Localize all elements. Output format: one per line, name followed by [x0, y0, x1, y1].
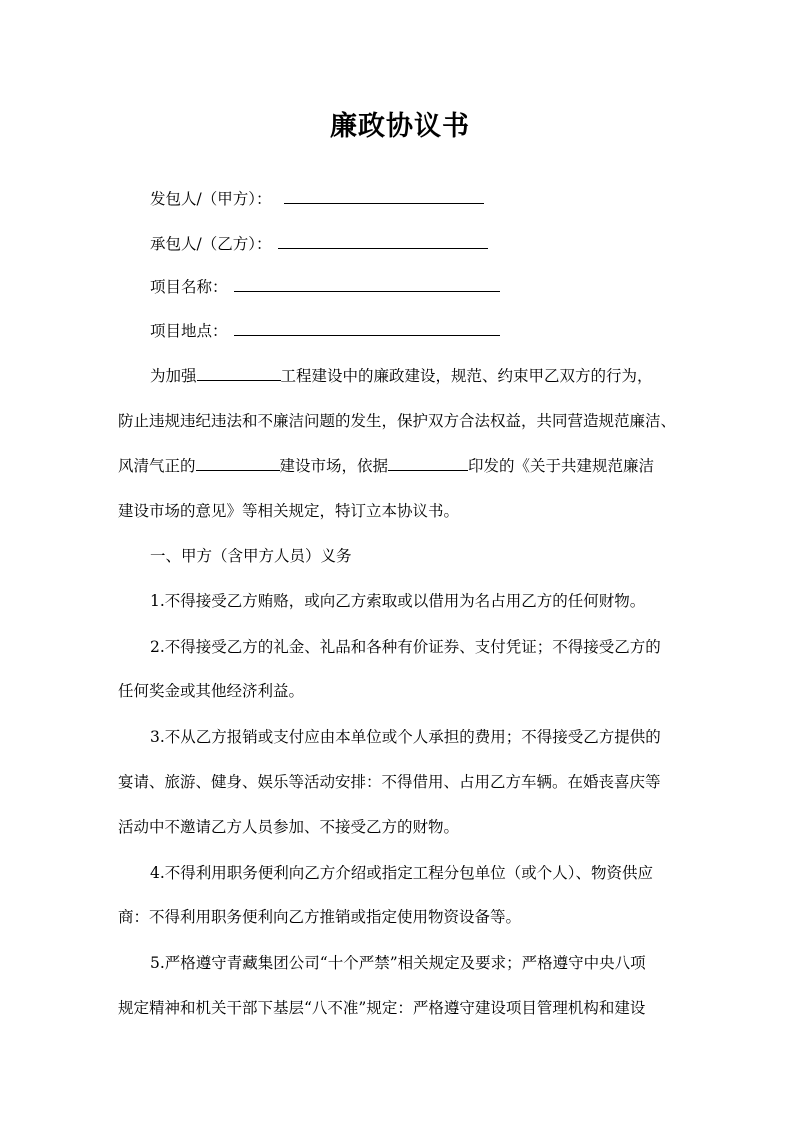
project-location-blank[interactable] — [234, 321, 500, 336]
clause-3-line-1: 3.不从乙方报销或支付应由本单位或个人承担的费用；不得接受乙方提供的 — [150, 728, 661, 746]
project-name-label: 项目名称： — [150, 278, 228, 296]
clause-5-line-2: 规定精神和机关干部下基层“八不准”规定：严格遵守建设项目管理机构和建设 — [118, 999, 646, 1017]
intro-text: 印发的《关于共建规范廉洁 — [468, 457, 655, 475]
clause-1: 1.不得接受乙方贿赂，或向乙方索取或以借用为名占用乙方的任何财物。 — [150, 592, 646, 610]
clause-3-line-2: 宴请、旅游、健身、娱乐等活动安排：不得借用、占用乙方车辆。在婚丧喜庆等 — [118, 773, 661, 791]
clause-5-line-1: 5.严格遵守青藏集团公司“十个严禁”相关规定及要求；严格遵守中央八项 — [150, 954, 646, 972]
project-location-field — [150, 320, 715, 342]
intro-line-2: 防止违规违纪违法和不廉洁问题的发生，保护双方合法权益，共同营造规范廉洁、 — [118, 412, 677, 430]
intro-blank-market[interactable] — [196, 456, 280, 471]
clause-2-line-1: 2.不得接受乙方的礼金、礼品和各种有价证券、支付凭证；不得接受乙方的 — [150, 638, 661, 656]
clause-4-line-2: 商：不得利用职务便利向乙方推销或指定使用物资设备等。 — [118, 908, 522, 926]
intro-blank-issuer[interactable] — [388, 456, 468, 471]
intro-text: 为加强 — [150, 367, 197, 385]
party-b-label: 承包人/（乙方）： — [150, 235, 272, 253]
intro-line-3 — [118, 455, 683, 477]
party-a-label: 发包人/（甲方）： — [150, 190, 272, 208]
party-b-field — [150, 233, 715, 255]
clause-4-line-1: 4.不得利用职务便利向乙方介绍或指定工程分包单位（或个人）、物资供应 — [150, 864, 654, 882]
intro-text: 工程建设中的廉政建设，规范、约束甲乙双方的行为， — [280, 367, 653, 385]
section-heading: 一、甲方（含甲方人员）义务 — [150, 547, 352, 565]
party-a-blank[interactable] — [284, 189, 484, 204]
intro-text: 建设市场，依据 — [279, 457, 389, 475]
project-location-label: 项目地点： — [150, 322, 228, 340]
party-b-blank[interactable] — [278, 234, 488, 249]
party-a-field — [150, 188, 715, 210]
intro-line-1 — [150, 365, 715, 387]
clause-3-line-3: 活动中不邀请乙方人员参加、不接受乙方的财物。 — [118, 818, 460, 836]
intro-line-4: 建设市场的意见》等相关规定，特订立本协议书。 — [118, 502, 460, 520]
intro-blank-project[interactable] — [197, 366, 281, 381]
intro-text: 风清气正的 — [118, 457, 196, 475]
project-name-blank[interactable] — [234, 277, 500, 292]
clause-2-line-2: 任何奖金或其他经济利益。 — [118, 682, 305, 700]
project-name-field — [150, 276, 715, 298]
document-title: 廉政协议书 — [330, 111, 470, 142]
